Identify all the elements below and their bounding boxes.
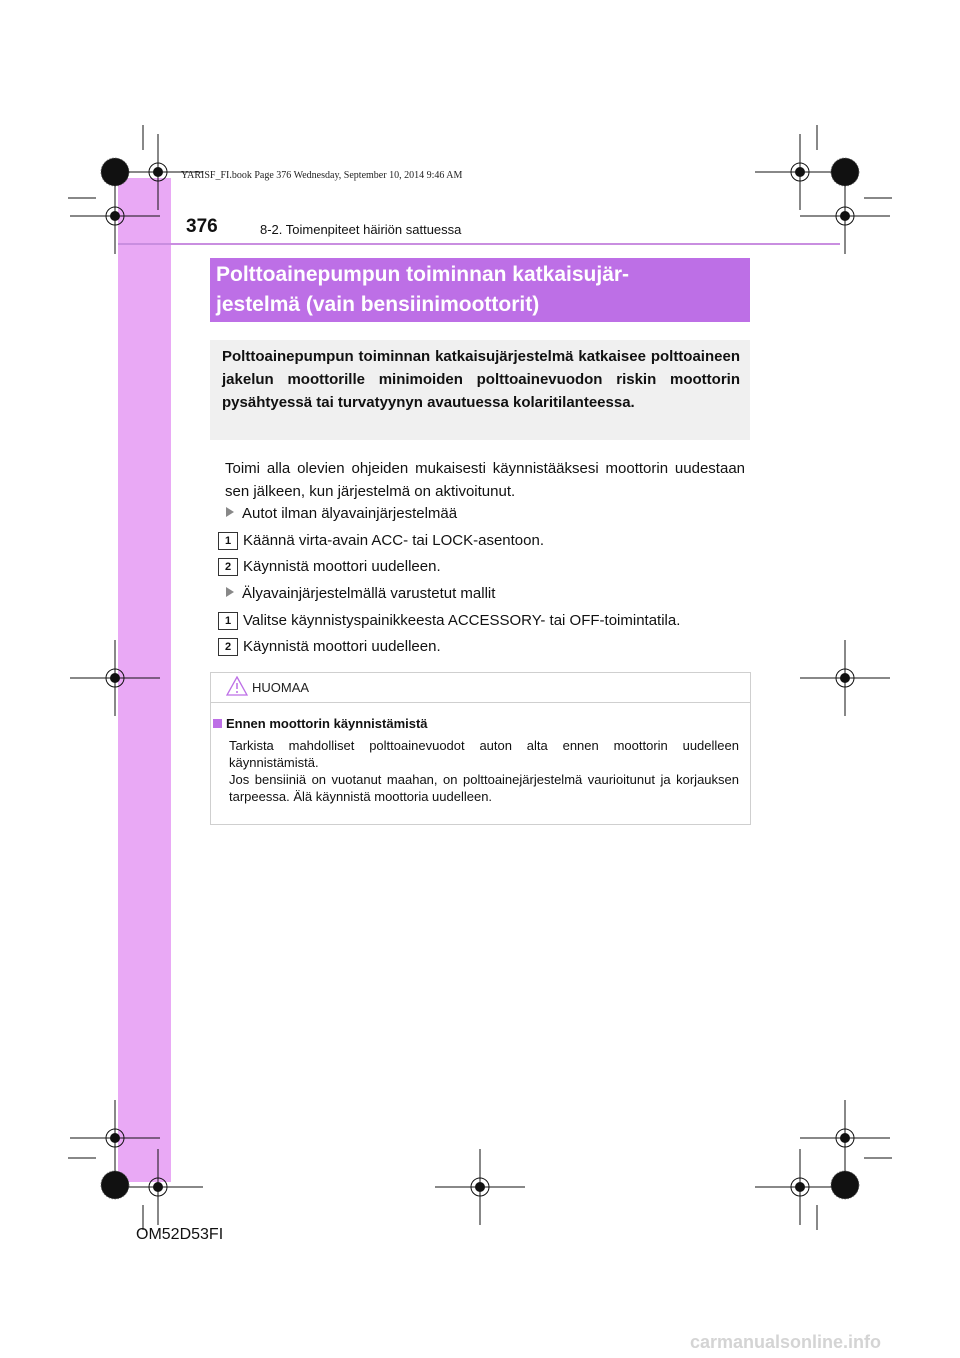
arrow-icon	[226, 507, 234, 517]
notice-subheading: Ennen moottorin käynnistämistä	[213, 716, 428, 731]
page-number: 376	[186, 216, 218, 237]
step-number-badge: 1	[218, 532, 238, 550]
step-number-badge: 2	[218, 638, 238, 656]
step-number-badge: 2	[218, 558, 238, 576]
intro-text: Polttoainepumpun toiminnan katkaisujärjestelmä katkaisee polttoaineen jakelun moottorille minimoiden polttoainevuodon riskin moottorin pysähtyessä tai turvatyynyn avautuessa kolaritilanteessa.	[222, 348, 740, 411]
page-title-line-1: Polttoainepumpun toiminnan katkaisujär-	[216, 263, 630, 286]
notice-label: HUOMAA	[252, 680, 310, 695]
page-title	[216, 260, 746, 320]
step-text: Käynnistä moottori uudelleen.	[243, 558, 441, 575]
section-title: 8-2. Toimenpiteet häiriön sattuessa	[260, 222, 462, 237]
warning-triangle-icon	[226, 676, 248, 696]
notice-text: Tarkista mahdolliset polttoainevuodot auton alta ennen moottorin uudelleen käynnistämistä. Jos bensiiniä on vuotanut maahan, on polttoainejärjestelmä vaurioitunut ja korjauksen tarpeessa. Älä käynnistä moottoria uudelleen.	[229, 738, 739, 804]
group-heading-no-smart-key: Autot ilman älyavainjärjestelmää	[226, 505, 457, 522]
step-number-badge: 1	[218, 612, 238, 630]
page-title-line-2: jestelmä (vain bensiinimoottorit)	[216, 293, 540, 316]
group-heading-smart-key: Älyavainjärjestelmällä varustetut mallit	[226, 585, 495, 602]
watermark: carmanualsonline.info	[690, 1332, 882, 1352]
square-bullet-icon	[213, 719, 222, 728]
footer-code: OM52D53FI	[136, 1226, 224, 1243]
header-divider	[118, 243, 840, 245]
step-text: Käynnistä moottori uudelleen.	[243, 638, 441, 655]
book-info-line: YARISF_FI.book Page 376 Wednesday, September 10, 2014 9:46 AM	[181, 170, 463, 181]
instructions-text: Toimi alla olevien ohjeiden mukaisesti käynnistääksesi moottorin uudestaan sen jälkeen, kun järjestelmä on aktivoitunut.	[225, 460, 745, 500]
arrow-icon	[226, 587, 234, 597]
step-text: Valitse käynnistyspainikkeesta ACCESSORY- tai OFF-toimintatila.	[243, 612, 681, 629]
step-text: Käännä virta-avain ACC- tai LOCK-asentoon.	[243, 532, 544, 549]
